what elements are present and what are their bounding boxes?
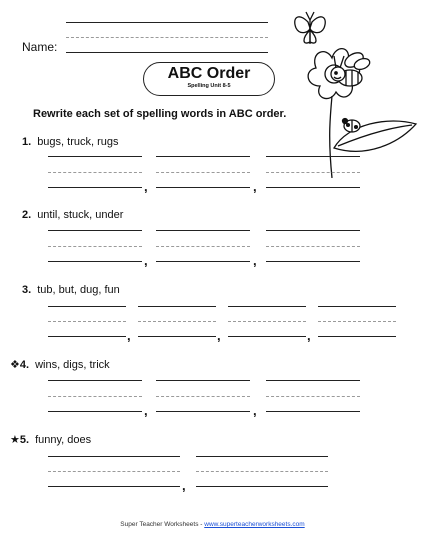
title-box <box>143 62 275 96</box>
answer-top-line <box>156 230 250 231</box>
answer-mid-line <box>48 321 126 322</box>
answer-line[interactable] <box>266 187 360 188</box>
answer-mid-line <box>228 321 306 322</box>
comma: , <box>253 253 257 268</box>
answer-mid-line <box>156 396 250 397</box>
answer-mid-line <box>48 396 142 397</box>
answer-line[interactable] <box>48 261 142 262</box>
problem-number: 3. <box>22 284 32 296</box>
answer-line[interactable] <box>196 486 328 487</box>
problem-1 <box>22 136 119 148</box>
answer-line[interactable] <box>156 187 250 188</box>
answer-top-line <box>138 306 216 307</box>
comma: , <box>144 403 148 418</box>
answer-top-line <box>48 306 126 307</box>
comma: , <box>127 328 131 343</box>
comma: , <box>144 253 148 268</box>
problem-4 <box>10 358 110 371</box>
problem-words: until, stuck, under <box>37 209 124 221</box>
problem-words: tub, but, dug, fun <box>37 284 120 296</box>
answer-line[interactable] <box>48 411 142 412</box>
problem-number: 2. <box>22 209 32 221</box>
name-label: Name: <box>22 40 58 54</box>
answer-line[interactable] <box>266 411 360 412</box>
answer-line[interactable] <box>156 261 250 262</box>
footer-separator: - <box>198 521 205 528</box>
answer-line[interactable] <box>48 336 126 337</box>
answer-mid-line <box>48 471 180 472</box>
bee-flower-ladybug-icon <box>288 8 420 178</box>
answer-mid-line <box>138 321 216 322</box>
answer-top-line <box>196 456 328 457</box>
instructions: Rewrite each set of spelling words in ABC order. <box>33 108 287 120</box>
answer-mid-line <box>48 172 142 173</box>
comma: , <box>144 179 148 194</box>
answer-line[interactable] <box>318 336 396 337</box>
footer-link[interactable]: www.superteacherworksheets.com <box>204 521 305 528</box>
problem-3 <box>22 284 120 296</box>
problem-number: 1. <box>22 136 32 148</box>
comma: , <box>217 328 221 343</box>
diamond-icon: ❖ <box>10 359 20 371</box>
comma: , <box>307 328 311 343</box>
answer-top-line <box>228 306 306 307</box>
comma: , <box>182 478 186 493</box>
answer-top-line <box>48 230 142 231</box>
problem-words: wins, digs, trick <box>35 359 110 371</box>
answer-mid-line <box>48 246 142 247</box>
answer-mid-line <box>266 246 360 247</box>
answer-mid-line <box>156 172 250 173</box>
answer-top-line <box>156 156 250 157</box>
worksheet-subtitle: Spelling Unit 8-5 <box>187 83 231 89</box>
answer-line[interactable] <box>48 187 142 188</box>
answer-top-line <box>48 156 142 157</box>
comma: , <box>253 403 257 418</box>
answer-top-line <box>318 306 396 307</box>
problem-words: bugs, truck, rugs <box>37 136 119 148</box>
problem-number: 4. <box>19 359 30 371</box>
star-icon: ★ <box>10 434 20 446</box>
problem-words: funny, does <box>35 434 92 446</box>
answer-mid-line <box>266 396 360 397</box>
answer-line[interactable] <box>266 261 360 262</box>
comma: , <box>253 179 257 194</box>
answer-top-line <box>266 380 360 381</box>
answer-mid-line <box>156 246 250 247</box>
footer-brand: Super Teacher Worksheets <box>120 521 199 528</box>
answer-line[interactable] <box>228 336 306 337</box>
footer <box>0 521 425 528</box>
answer-mid-line <box>266 172 360 173</box>
answer-top-line <box>48 456 180 457</box>
problem-2 <box>22 209 123 221</box>
worksheet-title: ABC Order <box>167 65 251 82</box>
answer-mid-line <box>196 471 328 472</box>
name-top-line <box>66 22 268 23</box>
answer-mid-line <box>318 321 396 322</box>
problem-5 <box>10 433 91 446</box>
answer-line[interactable] <box>156 411 250 412</box>
answer-top-line <box>156 380 250 381</box>
answer-line[interactable] <box>48 486 180 487</box>
problem-number: 5. <box>19 434 30 446</box>
answer-line[interactable] <box>138 336 216 337</box>
name-middle-line <box>66 37 268 38</box>
answer-top-line <box>48 380 142 381</box>
answer-top-line <box>266 230 360 231</box>
name-input-line[interactable] <box>66 52 268 53</box>
answer-top-line <box>266 156 360 157</box>
